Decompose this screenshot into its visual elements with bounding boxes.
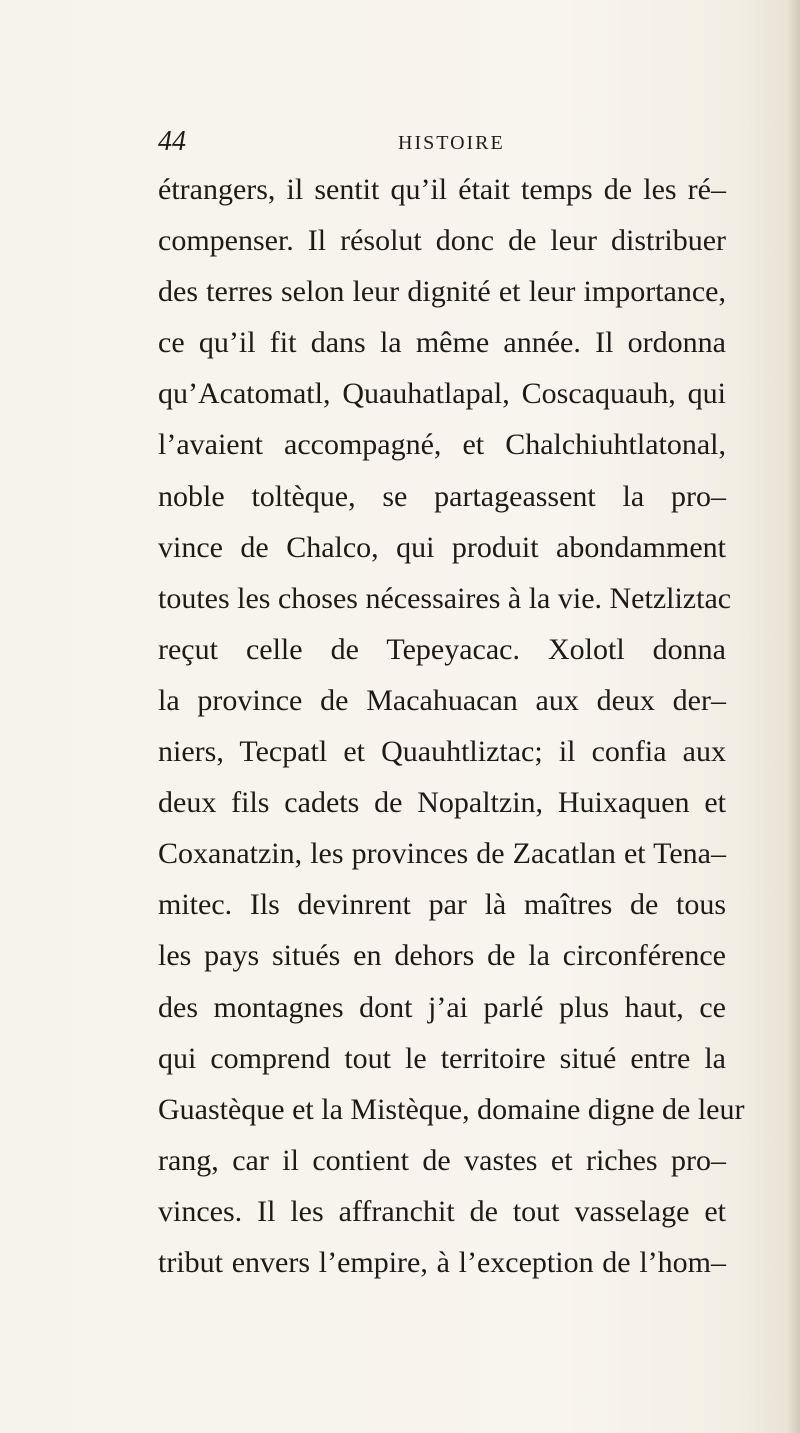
- body-text: [158, 164, 745, 1288]
- text-line: les pays situés en dehors de la circonférence: [158, 939, 726, 973]
- text-line: vinces. Il les affranchit de tout vasselage et: [158, 1194, 726, 1228]
- text-line: reçut celle de Tepeyacac. Xolotl donna: [158, 632, 726, 666]
- page-header: [158, 124, 718, 164]
- running-head: HISTOIRE: [398, 132, 505, 154]
- text-line: niers, Tecpatl et Quauhtliztac; il confia aux: [158, 735, 726, 769]
- text-line: Guastèque et la Mistèque, domaine digne de leur: [158, 1092, 745, 1126]
- text-line: Coxanatzin, les provinces de Zacatlan et Tena–: [158, 837, 726, 871]
- text-line: qui comprend tout le territoire situé entre la: [158, 1041, 726, 1075]
- text-line: tribut envers l’empire, à l’exception de l’hom–: [158, 1245, 726, 1279]
- text-line: mitec. Ils devinrent par là maîtres de tous: [158, 888, 726, 922]
- text-line: vince de Chalco, qui produit abondamment: [158, 530, 726, 564]
- text-line: toutes les choses nécessaires à la vie. Netzliztac: [158, 581, 732, 615]
- text-line: des terres selon leur dignité et leur importance,: [158, 275, 726, 309]
- text-line: l’avaient accompagné, et Chalchiuhtlatonal,: [158, 428, 726, 462]
- text-line: des montagnes dont j’ai parlé plus haut, ce: [158, 990, 726, 1024]
- text-line: qu’Acatomatl, Quauhatlapal, Coscaquauh, qui: [158, 377, 726, 411]
- page-edge-shadow: [786, 0, 800, 1433]
- text-line: la province de Macahuacan aux deux der–: [158, 683, 726, 717]
- text-line: rang, car il contient de vastes et riches pro–: [158, 1143, 726, 1177]
- page-number: 44: [158, 126, 186, 157]
- text-line: noble toltèque, se partageassent la pro–: [158, 479, 726, 513]
- text-line: deux fils cadets de Nopaltzin, Huixaquen et: [158, 786, 726, 820]
- text-line: étrangers, il sentit qu’il était temps de les ré–: [158, 173, 726, 206]
- text-line: ce qu’il fit dans la même année. Il ordonna: [158, 326, 726, 360]
- text-line: compenser. Il résolut donc de leur distribuer: [158, 224, 726, 258]
